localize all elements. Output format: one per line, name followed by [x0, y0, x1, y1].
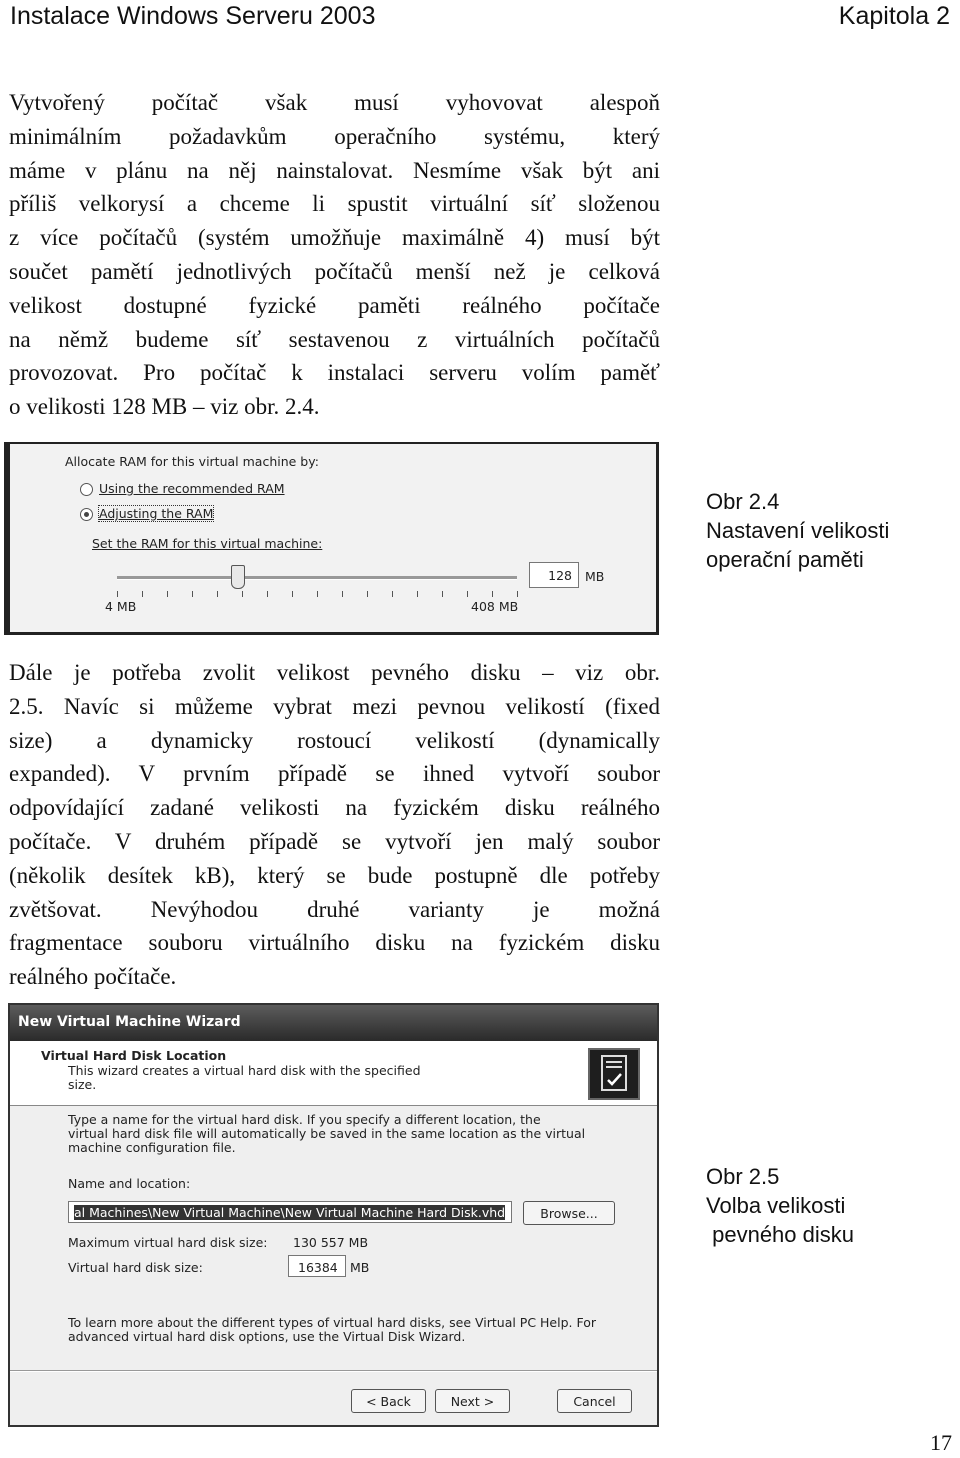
learn-line: advanced virtual hard disk options, use the Virtual Disk Wizard. [68, 1329, 466, 1344]
intro-line: Type a name for the virtual hard disk. If you specify a different location, the [68, 1112, 541, 1127]
ram-slider-thumb[interactable] [231, 565, 245, 589]
slider-max-label: 408 MB [471, 599, 519, 614]
allocate-ram-label: Allocate RAM for this virtual machine by: [65, 454, 319, 469]
next-button[interactable]: Next > [435, 1389, 510, 1413]
slider-tick [417, 591, 418, 597]
text-line: reálného počítače. [9, 964, 177, 990]
desc-line: This wizard creates a virtual hard disk with the specified [68, 1063, 421, 1078]
ram-slider-track[interactable] [117, 576, 517, 580]
figure-caption-2-5 [706, 1162, 854, 1249]
browse-button[interactable]: Browse... [523, 1201, 615, 1225]
slider-min-label: 4 MB [105, 599, 137, 614]
adjust-ram-label: Adjusting the RAM [99, 506, 214, 521]
radio-icon [80, 483, 93, 496]
slider-tick [317, 591, 318, 597]
learn-more-text [68, 1316, 596, 1344]
caption-line: Nastavení velikosti [706, 518, 890, 543]
caption-line: pevného disku [706, 1222, 854, 1247]
intro-line: machine configuration file. [68, 1140, 236, 1155]
slider-tick [342, 591, 343, 597]
text-line: počítače. V druhém případě se vytvoří jen malý soubor [9, 828, 660, 854]
learn-line: To learn more about the different types of virtual hard disks, see Virtual PC Help. For [68, 1315, 597, 1330]
slider-tick [167, 591, 168, 597]
back-button[interactable]: < Back [351, 1389, 426, 1413]
slider-ticks [117, 591, 517, 599]
slider-tick [267, 591, 268, 597]
text-line: příliš velkorysí a chceme li spustit virtuální síť složenou [9, 191, 660, 217]
text-line: velikost dostupné fyzické paměti reálného počítače [9, 292, 660, 318]
slider-tick [292, 591, 293, 597]
text-line: minimálním požadavkům operačního systému, který [9, 123, 660, 149]
caption-line: Obr 2.5 [706, 1164, 780, 1189]
paragraph-ram [9, 86, 660, 424]
recommended-ram-radio[interactable] [80, 481, 285, 496]
set-ram-label: Set the RAM for this virtual machine: [92, 536, 323, 551]
text-line: Vytvořený počítač však musí vyhovovat alespoň [9, 90, 660, 115]
section-description [68, 1064, 421, 1092]
name-location-label: Name and location: [68, 1176, 191, 1191]
text-line: fragmentace souboru virtuálního disku na fyzickém disku [9, 930, 660, 956]
text-line: 2.5. Navíc si můžeme vybrat mezi pevnou velikostí (fixed [9, 693, 660, 719]
hard-disk-glyph [590, 1050, 638, 1098]
text-line: součet pamětí jednotlivých počítačů menší než je celková [9, 258, 660, 284]
max-size-value: 130 557 MB [293, 1235, 369, 1250]
text-line: máme v plánu na něj nainstalovat. Nesmíme však být ani [9, 157, 660, 183]
slider-tick [517, 591, 518, 597]
desc-line: size. [68, 1077, 97, 1092]
text-line: (několik desítek kB), který se bude postupně dle potřeby [9, 862, 660, 888]
max-size-label: Maximum virtual hard disk size: [68, 1235, 268, 1250]
caption-line: Volba velikosti [706, 1193, 846, 1218]
text-line: zvětšovat. Nevýhodou druhé varianty je možná [9, 896, 660, 922]
running-header-title: Instalace Windows Serveru 2003 [10, 2, 376, 30]
disk-wizard-screenshot [8, 1003, 659, 1427]
disk-size-label: Virtual hard disk size: [68, 1260, 203, 1275]
text-line: provozovat. Pro počítač k instalaci serveru volím paměť [9, 360, 660, 386]
text-line: Dále je potřeba zvolit velikost pevného disku – viz obr. [9, 660, 660, 685]
slider-tick [217, 591, 218, 597]
text-line: odpovídající zadané velikosti na fyzickém disku reálného [9, 795, 660, 821]
slider-tick [117, 591, 118, 597]
disk-size-input[interactable]: 16384 [288, 1255, 346, 1277]
recommended-ram-label: Using the recommended RAM [99, 481, 285, 496]
footer-divider [10, 1370, 657, 1372]
disk-size-unit: MB [350, 1260, 370, 1275]
paragraph-disk [9, 656, 660, 994]
caption-line: operační paměti [706, 547, 864, 572]
window-title: New Virtual Machine Wizard [18, 1014, 241, 1030]
intro-line: virtual hard disk file will automatically be saved in the same location as the virtual [68, 1126, 586, 1141]
slider-tick [242, 591, 243, 597]
text-line: z více počítačů (systém umožňuje maximálně 4) musí být [9, 225, 660, 251]
path-input[interactable] [68, 1201, 512, 1223]
intro-text [68, 1113, 585, 1155]
slider-tick [142, 591, 143, 597]
text-line: size) a dynamicky rostoucí velikostí (dynamically [9, 727, 660, 753]
window-title-bar[interactable] [10, 1005, 657, 1041]
hard-disk-icon [588, 1048, 640, 1100]
text-line: na němž budeme síť sestavenou z virtuálních počítačů [9, 326, 660, 352]
ram-unit: MB [585, 569, 605, 584]
wizard-header [10, 1041, 657, 1106]
slider-tick [192, 591, 193, 597]
slider-tick [367, 591, 368, 597]
page-number: 17 [930, 1430, 952, 1455]
cancel-button[interactable]: Cancel [557, 1389, 632, 1413]
radio-selected-icon [80, 508, 93, 521]
figure-caption-2-4 [706, 487, 889, 574]
text-line: o velikosti 128 MB – viz obr. 2.4. [9, 394, 320, 420]
text-line: expanded). V prvním případě se ihned vytvoří soubor [9, 761, 660, 787]
path-value: al Machines\New Virtual Machine\New Virtual Machine Hard Disk.vhd [74, 1205, 506, 1220]
section-title: Virtual Hard Disk Location [41, 1048, 227, 1063]
slider-tick [392, 591, 393, 597]
ram-input[interactable]: 128 [529, 562, 579, 588]
ram-settings-screenshot [4, 442, 659, 635]
slider-tick [467, 591, 468, 597]
running-header-chapter: Kapitola 2 [838, 2, 950, 30]
adjust-ram-radio[interactable] [80, 506, 213, 521]
caption-line: Obr 2.4 [706, 489, 780, 514]
slider-tick [492, 591, 493, 597]
slider-tick [442, 591, 443, 597]
